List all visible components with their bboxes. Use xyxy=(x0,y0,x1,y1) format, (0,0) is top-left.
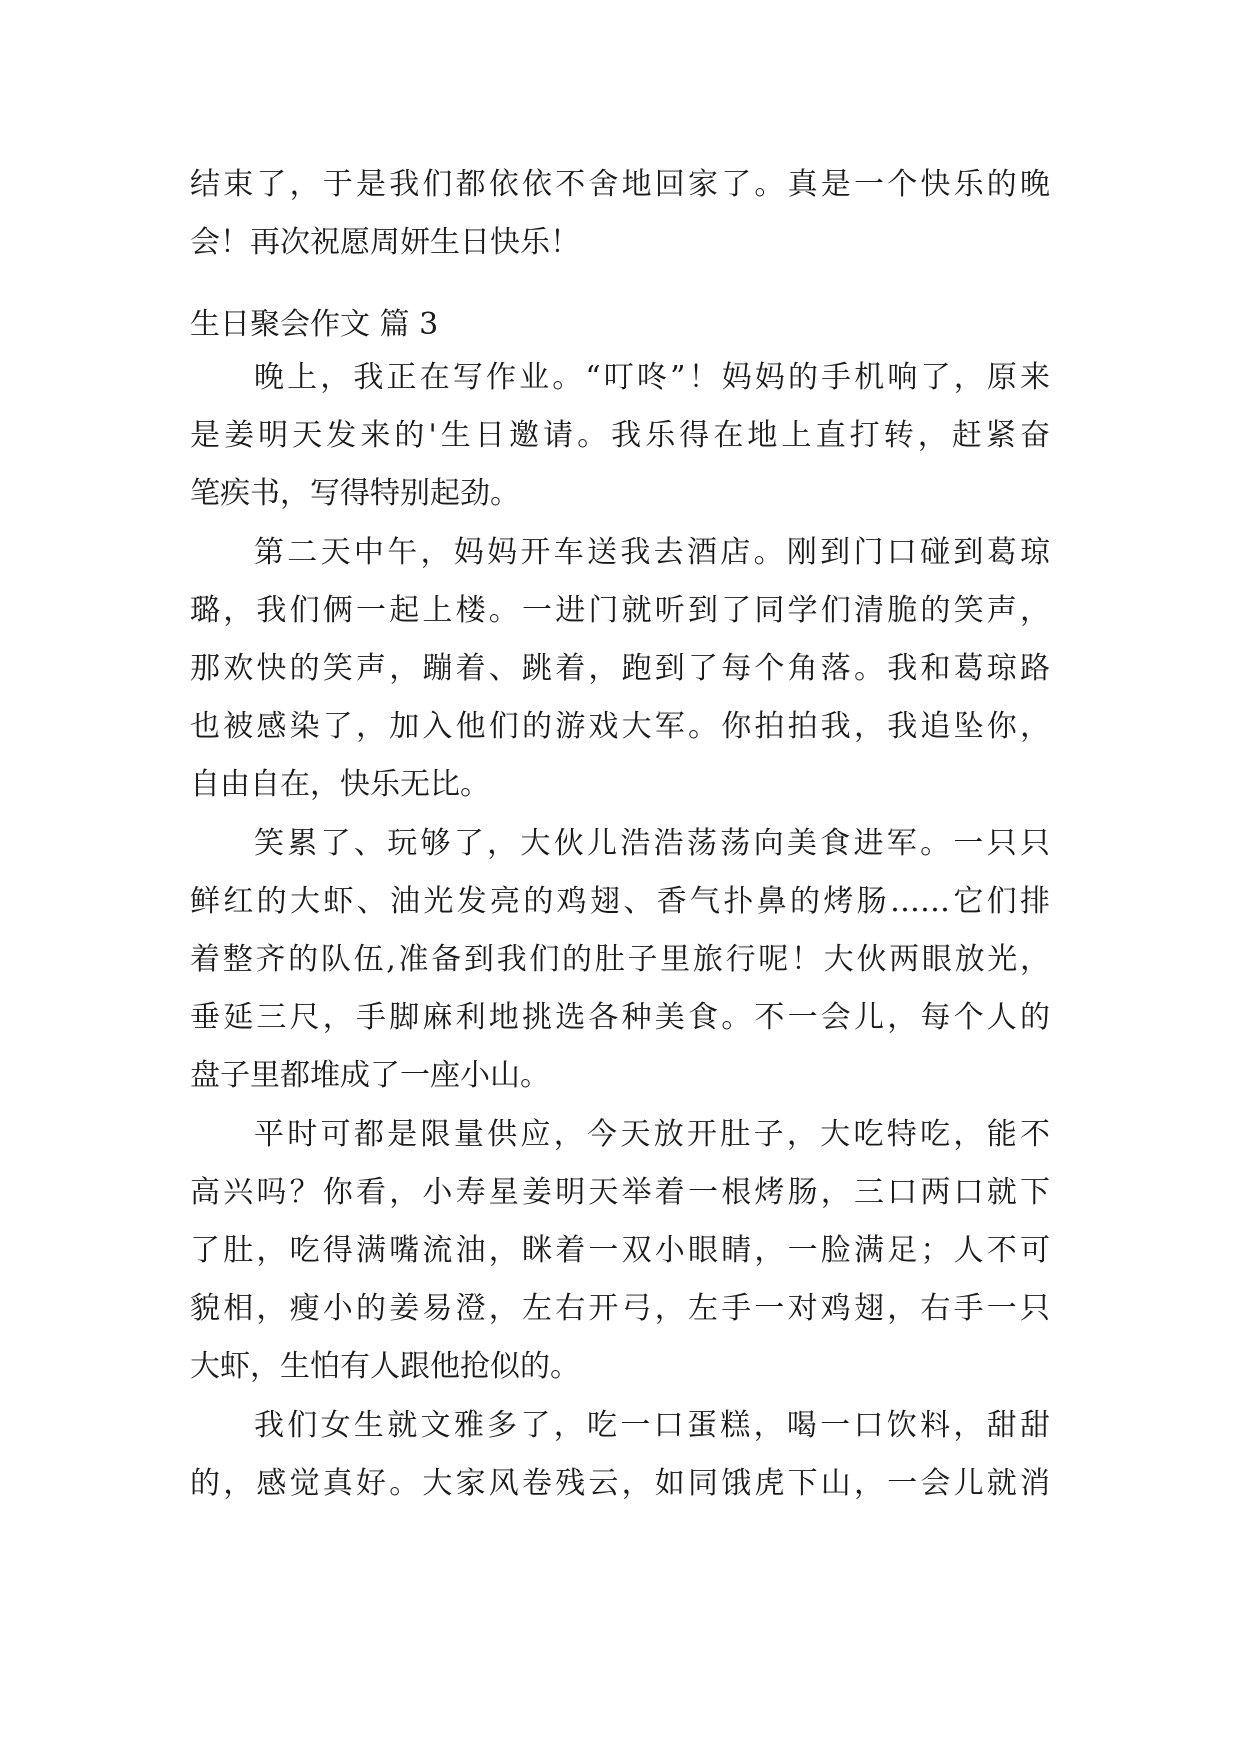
paragraph-line: 平时可都是限量供应，今天放开肚子，大吃特吃，能不 xyxy=(254,1117,1050,1152)
intro-line: 结束了，于是我们都依依不舍地回家了。真是一个快乐的晚 xyxy=(190,167,1050,202)
paragraph-line: 璐，我们俩一起上楼。一进门就听到了同学们清脆的笑声， xyxy=(190,593,1050,628)
paragraph-line: 笑累了、玩够了，大伙儿浩浩荡荡向美食进军。一只只 xyxy=(254,826,1050,861)
paragraph-line: 垂延三尺，手脚麻利地挑选各种美食。不一会儿，每个人的 xyxy=(190,1000,1050,1035)
paragraph-line: 貌相，瘦小的姜易澄，左右开弓，左手一对鸡翅，右手一只 xyxy=(190,1291,1050,1326)
paragraph-line: 是姜明天发来的'生日邀请。我乐得在地上直打转，赶紧奋 xyxy=(190,418,1050,453)
paragraph-line: 的，感觉真好。大家风卷残云，如同饿虎下山，一会儿就消 xyxy=(190,1466,1050,1501)
paragraph-line: 笔疾书，写得特别起劲。 xyxy=(190,476,520,511)
paragraph-line: 盘子里都堆成了一座小山。 xyxy=(190,1058,550,1093)
paragraph-line: 自由自在，快乐无比。 xyxy=(190,767,490,802)
paragraph-line: 也被感染了，加入他们的游戏大军。你拍拍我，我追坠你， xyxy=(190,709,1050,744)
paragraph-line: 第二天中午，妈妈开车送我去酒店。刚到门口碰到葛琼 xyxy=(254,535,1050,570)
paragraph-line: 着整齐的队伍,准备到我们的肚子里旅行呢！大伙两眼放光， xyxy=(190,942,1050,977)
paragraph-line: 鲜红的大虾、油光发亮的鸡翅、香气扑鼻的烤肠……它们排 xyxy=(190,884,1050,919)
intro-line: 会！再次祝愿周妍生日快乐！ xyxy=(190,225,580,260)
paragraph-line: 大虾，生怕有人跟他抢似的。 xyxy=(190,1349,580,1384)
paragraph-line: 我们女生就文雅多了，吃一口蛋糕，喝一口饮料，甜甜 xyxy=(254,1408,1050,1443)
paragraph-line: 了肚，吃得满嘴流油，眯着一双小眼睛，一脸满足；人不可 xyxy=(190,1233,1050,1268)
paragraph-line: 那欢快的笑声，蹦着、跳着，跑到了每个角落。我和葛琼路 xyxy=(190,651,1050,686)
section-title: 生日聚会作文 篇 3 xyxy=(190,307,439,342)
paragraph-line: 高兴吗？你看，小寿星姜明天举着一根烤肠，三口两口就下 xyxy=(190,1175,1050,1210)
paragraph-line: 晚上，我正在写作业。“叮咚”！妈妈的手机响了，原来 xyxy=(254,360,1050,395)
